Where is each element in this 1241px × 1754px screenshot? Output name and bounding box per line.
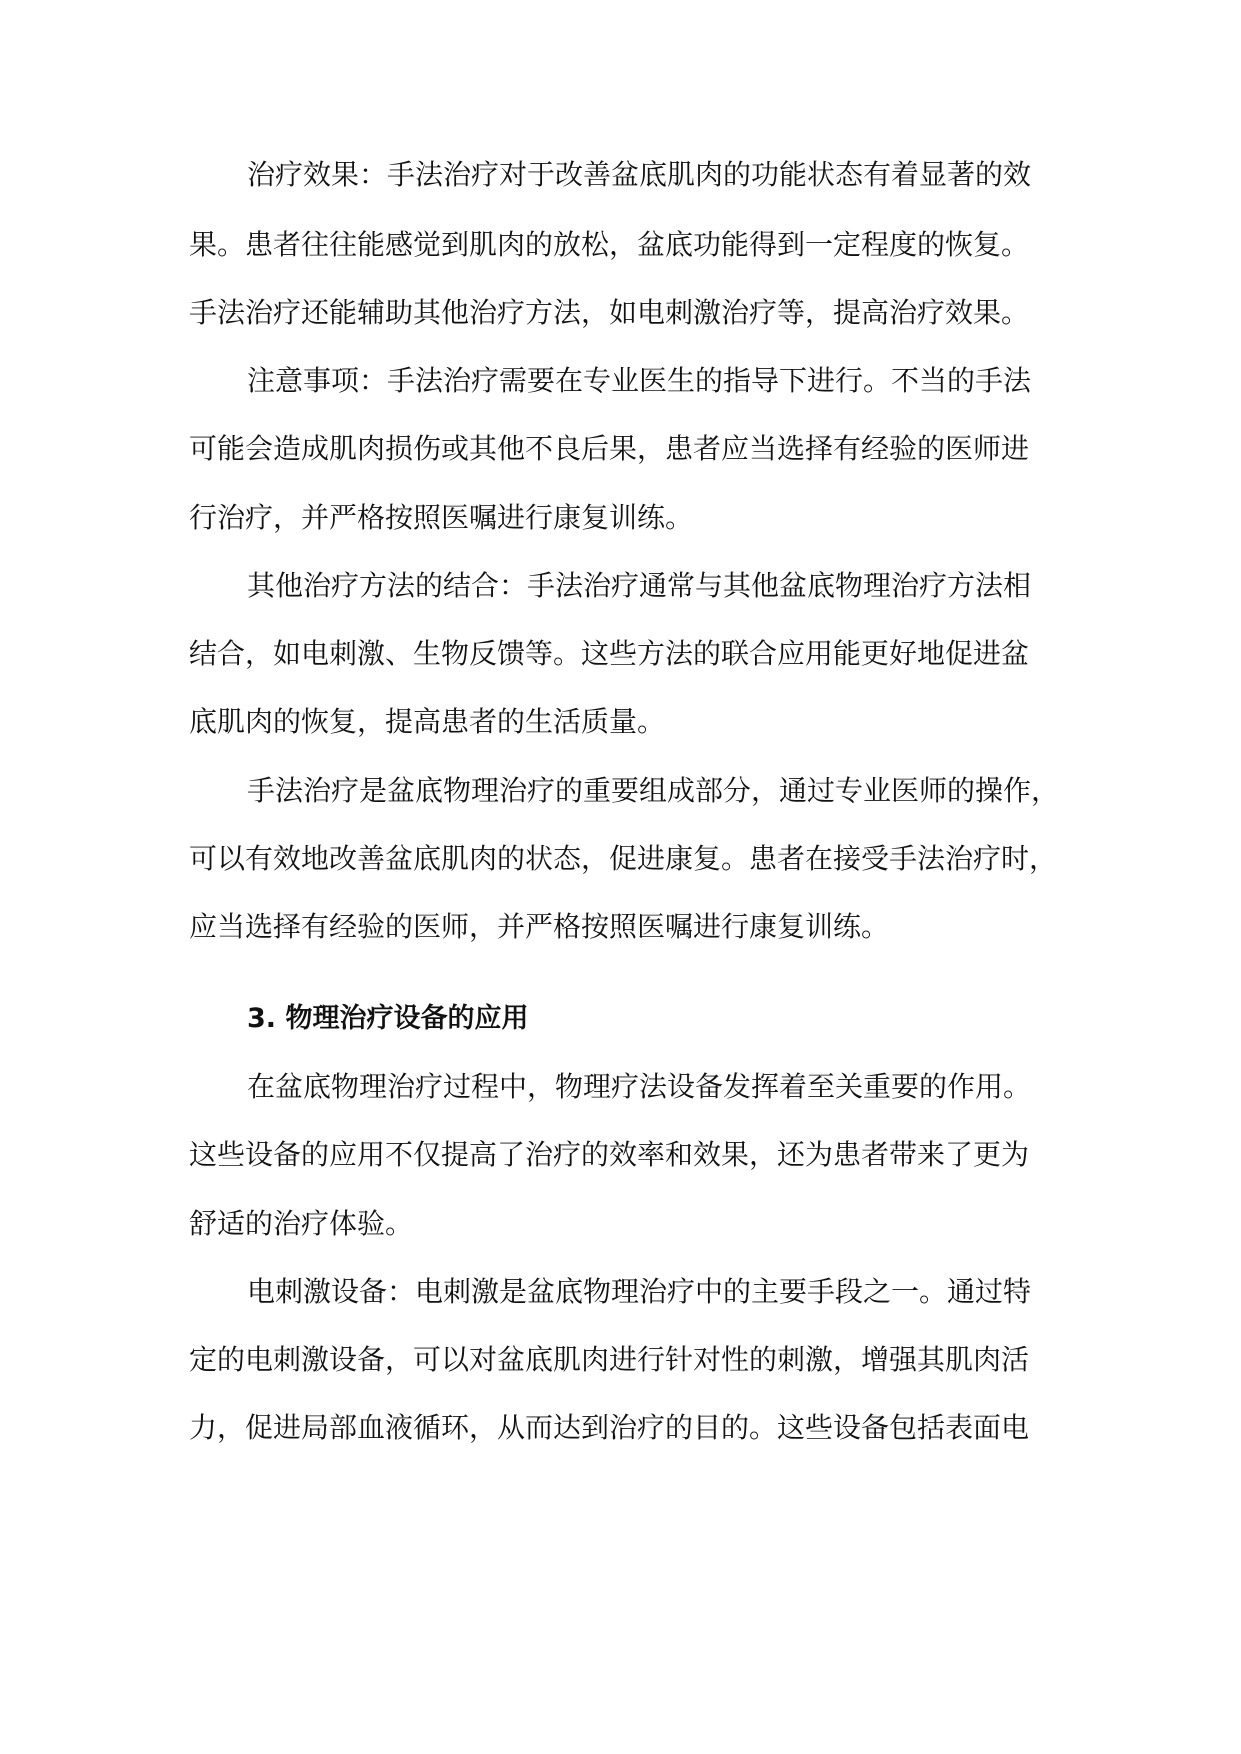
- body-text-line: 其他治疗方法的结合：手法治疗通常与其他盆底物理治疗方法相: [247, 569, 1032, 602]
- body-text-line: 手法治疗还能辅助其他治疗方法，如电刺激治疗等，提高治疗效果。: [189, 296, 1030, 329]
- body-text-line: 在盆底物理治疗过程中，物理疗法设备发挥着至关重要的作用。: [247, 1070, 1032, 1103]
- body-text-line: 力，促进局部血液循环，从而达到治疗的目的。这些设备包括表面电: [189, 1411, 1030, 1444]
- body-text-line: 舒适的治疗体验。: [189, 1207, 414, 1240]
- body-text-line: 应当选择有经验的医师，并严格按照医嘱进行康复训练。: [189, 910, 890, 943]
- body-text-line: 结合，如电刺激、生物反馈等。这些方法的联合应用能更好地促进盆: [189, 637, 1030, 670]
- body-text-line: 底肌肉的恢复，提高患者的生活质量。: [189, 705, 666, 738]
- body-text-line: 可以有效地改善盆底肌肉的状态，促进康复。患者在接受手法治疗时，: [189, 842, 1058, 875]
- body-text-line: 定的电刺激设备，可以对盆底肌肉进行针对性的刺激，增强其肌肉活: [189, 1343, 1030, 1376]
- body-text-line: 注意事项：手法治疗需要在专业医生的指导下进行。不当的手法: [247, 364, 1032, 397]
- body-text-line: 可能会造成肌肉损伤或其他不良后果，患者应当选择有经验的医师进: [189, 432, 1030, 465]
- body-text-line: 果。患者往往能感觉到肌肉的放松，盆底功能得到一定程度的恢复。: [189, 228, 1030, 261]
- body-text-line: 手法治疗是盆底物理治疗的重要组成部分，通过专业医师的操作，: [247, 774, 1060, 807]
- body-text-line: 治疗效果：手法治疗对于改善盆底肌肉的功能状态有着显著的效: [247, 158, 1032, 191]
- body-text-line: 这些设备的应用不仅提高了治疗的效率和效果，还为患者带来了更为: [189, 1138, 1030, 1171]
- body-text-line: 电刺激设备：电刺激是盆底物理治疗中的主要手段之一。通过特: [247, 1275, 1032, 1308]
- body-text-line: 行治疗，并严格按照医嘱进行康复训练。: [189, 501, 694, 534]
- section-heading: 3. 物理治疗设备的应用: [247, 1003, 529, 1034]
